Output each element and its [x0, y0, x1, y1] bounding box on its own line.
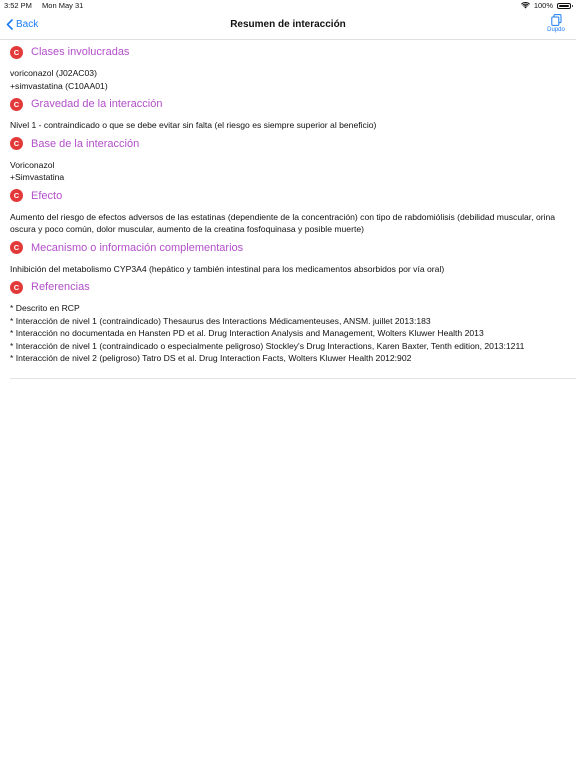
body-line: +simvastatina (C10AA01) — [10, 80, 108, 91]
severity-badge: C — [10, 98, 23, 111]
section-body — [10, 263, 566, 276]
body-line: Voriconazol — [10, 159, 55, 170]
section-header — [10, 95, 566, 113]
content-divider — [10, 378, 576, 379]
status-date: Mon May 31 — [42, 1, 84, 10]
status-bar — [0, 0, 576, 11]
body-line: Aumento del riesgo de efectos adversos de las estatinas (dependiente de la concentración) con tipo de rabdomiólisis (debilidad muscular, orina oscura y poco común, dolor muscular, aumento de la creatina fosfoquinasa y posible muerte) — [10, 211, 556, 234]
severity-badge: C — [10, 189, 23, 202]
section-gravedad — [10, 95, 566, 132]
status-right — [521, 1, 571, 10]
back-label: Back — [16, 19, 39, 30]
section-body — [10, 159, 566, 184]
reference-item: * Interacción de nivel 1 (contraindicado o especialmente peligroso) Stockley's Drug Interactions, Karen Baxter, Tenth edition, 2013:1211 — [10, 340, 525, 351]
section-header — [10, 187, 566, 205]
severity-badge: C — [10, 137, 23, 150]
severity-badge: C — [10, 46, 23, 59]
reference-item: * Interacción no documentada en Hansten PD et al. Drug Interaction Analysis and Management, Wolters Kluwer Health 2013 — [10, 328, 484, 338]
section-efecto — [10, 187, 566, 236]
section-body — [10, 211, 566, 236]
navigation-bar — [0, 11, 576, 40]
section-title: Clases involucradas — [31, 46, 130, 58]
reference-item: * Interacción de nivel 2 (peligroso) Tatro DS et al. Drug Interaction Facts, Wolters Kluwer Health 2012:902 — [10, 353, 412, 363]
copy-label: Dupdo — [547, 27, 565, 33]
section-body — [10, 67, 566, 92]
section-header — [10, 43, 566, 61]
section-title: Efecto — [31, 189, 63, 202]
section-referencias — [10, 278, 566, 365]
severity-badge: C — [10, 241, 23, 254]
section-title: Mecanismo o información complementarios — [31, 241, 244, 254]
section-mecanismo — [10, 239, 566, 276]
body-line: Nivel 1 - contraindicado o que se debe evitar sin falta (el riesgo es siempre superior al beneficio) — [10, 120, 377, 130]
wifi-icon — [521, 2, 530, 9]
section-clases — [10, 43, 566, 92]
battery-icon — [557, 3, 571, 9]
section-header — [10, 239, 566, 257]
severity-badge: C — [10, 281, 23, 294]
section-header — [10, 278, 566, 296]
references-list — [10, 302, 566, 365]
copy-button[interactable] — [545, 14, 567, 33]
battery-percent: 100% — [533, 1, 553, 10]
reference-item: * Interacción de nivel 1 (contraindicado) Thesaurus des Interactions Médicamenteuses, ANSM. juillet 2013:183 — [10, 315, 431, 326]
interaction-summary — [0, 43, 576, 365]
reference-item: * Descrito en RCP — [10, 303, 80, 313]
status-time: 3:52 PM — [4, 1, 32, 10]
body-line: voriconazol (J02AC03) — [10, 68, 97, 78]
section-header — [10, 135, 566, 153]
copy-icon — [551, 14, 562, 26]
page-title: Resumen de interacción — [230, 19, 346, 30]
section-title: Base de la interacción — [31, 137, 140, 150]
section-body — [10, 119, 566, 132]
section-title: Referencias — [31, 281, 90, 293]
status-time-date — [4, 1, 83, 10]
section-base — [10, 135, 566, 184]
section-title: Gravedad de la interacción — [31, 98, 163, 110]
body-line: Inhibición del metabolismo CYP3A4 (hepático y también intestinal para los medicamentos absorbidos por vía oral) — [10, 263, 445, 274]
body-line: +Simvastatina — [10, 172, 65, 182]
